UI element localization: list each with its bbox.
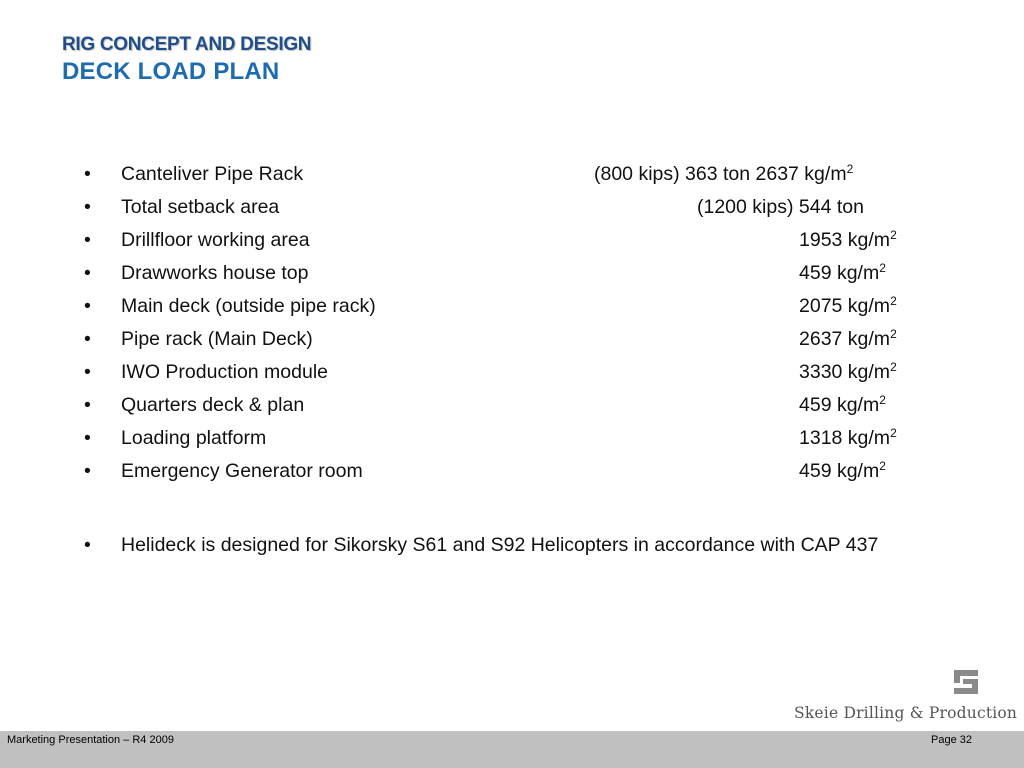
bullet: • xyxy=(84,534,91,556)
title-block xyxy=(62,33,311,87)
item-value: 1318 $kg/m^2$ xyxy=(799,426,897,449)
item-value: 1953 $kg/m^2$ xyxy=(799,228,897,251)
bullet: • xyxy=(84,361,91,383)
item-value: (1200 kips) 544 ton xyxy=(697,196,864,218)
note-text: Helideck is designed for Sikorsky S61 and S92 Helicopters in accordance with CAP 437 xyxy=(121,534,879,556)
item-label: Main deck (outside pipe rack) xyxy=(121,295,376,317)
list-item xyxy=(0,422,1024,455)
logo-text: Skeie Drilling & Production xyxy=(794,704,1018,722)
item-value: 459 $kg/m^2$ xyxy=(799,261,886,284)
bullet: • xyxy=(84,328,91,350)
item-label: Quarters deck & plan xyxy=(121,394,305,416)
slide-title: DECK LOAD PLAN xyxy=(62,58,280,85)
item-label: Pipe rack (Main Deck) xyxy=(121,328,313,350)
footer-page-number: Page 32 xyxy=(931,734,972,746)
bullet: • xyxy=(84,163,91,185)
bullet: • xyxy=(84,295,91,317)
bullet: • xyxy=(84,229,91,251)
bullet: • xyxy=(84,196,91,218)
item-value: (800 kips) 363 ton 2637 $kg/m^2$ xyxy=(594,162,854,185)
item-value: 2075 $kg/m^2$ xyxy=(799,294,897,317)
skeie-logo-icon xyxy=(954,670,978,694)
item-label: Total setback area xyxy=(121,196,280,218)
item-value: 3330 $kg/m^2$ xyxy=(799,360,897,383)
list-item xyxy=(0,191,1024,224)
list-item xyxy=(0,224,1024,257)
bullet: • xyxy=(84,460,91,482)
item-label: Canteliver Pipe Rack xyxy=(121,163,304,185)
item-label: Drillfloor working area xyxy=(121,229,310,251)
item-label: Drawworks house top xyxy=(121,262,309,284)
slide-supertitle: RIG CONCEPT AND DESIGN xyxy=(62,34,312,55)
list-item xyxy=(0,356,1024,389)
list-item xyxy=(0,290,1024,323)
bullet: • xyxy=(84,262,91,284)
list-item xyxy=(0,389,1024,422)
item-value: 459 $kg/m^2$ xyxy=(799,393,886,416)
list-item xyxy=(0,323,1024,356)
bullet: • xyxy=(84,427,91,449)
list-item xyxy=(0,455,1024,488)
list-item xyxy=(0,257,1024,290)
item-label: IWO Production module xyxy=(121,361,329,383)
bullet: • xyxy=(84,394,91,416)
item-value: 459 $kg/m^2$ xyxy=(799,459,886,482)
item-label: Emergency Generator room xyxy=(121,460,363,482)
item-value: 2637 $kg/m^2$ xyxy=(799,327,897,350)
item-label: Loading platform xyxy=(121,427,267,449)
footer-presentation-label: Marketing Presentation – R4 2009 xyxy=(7,734,174,746)
list-item xyxy=(0,158,1024,191)
footer-bar xyxy=(0,731,1024,768)
deck-load-list xyxy=(0,158,1024,488)
